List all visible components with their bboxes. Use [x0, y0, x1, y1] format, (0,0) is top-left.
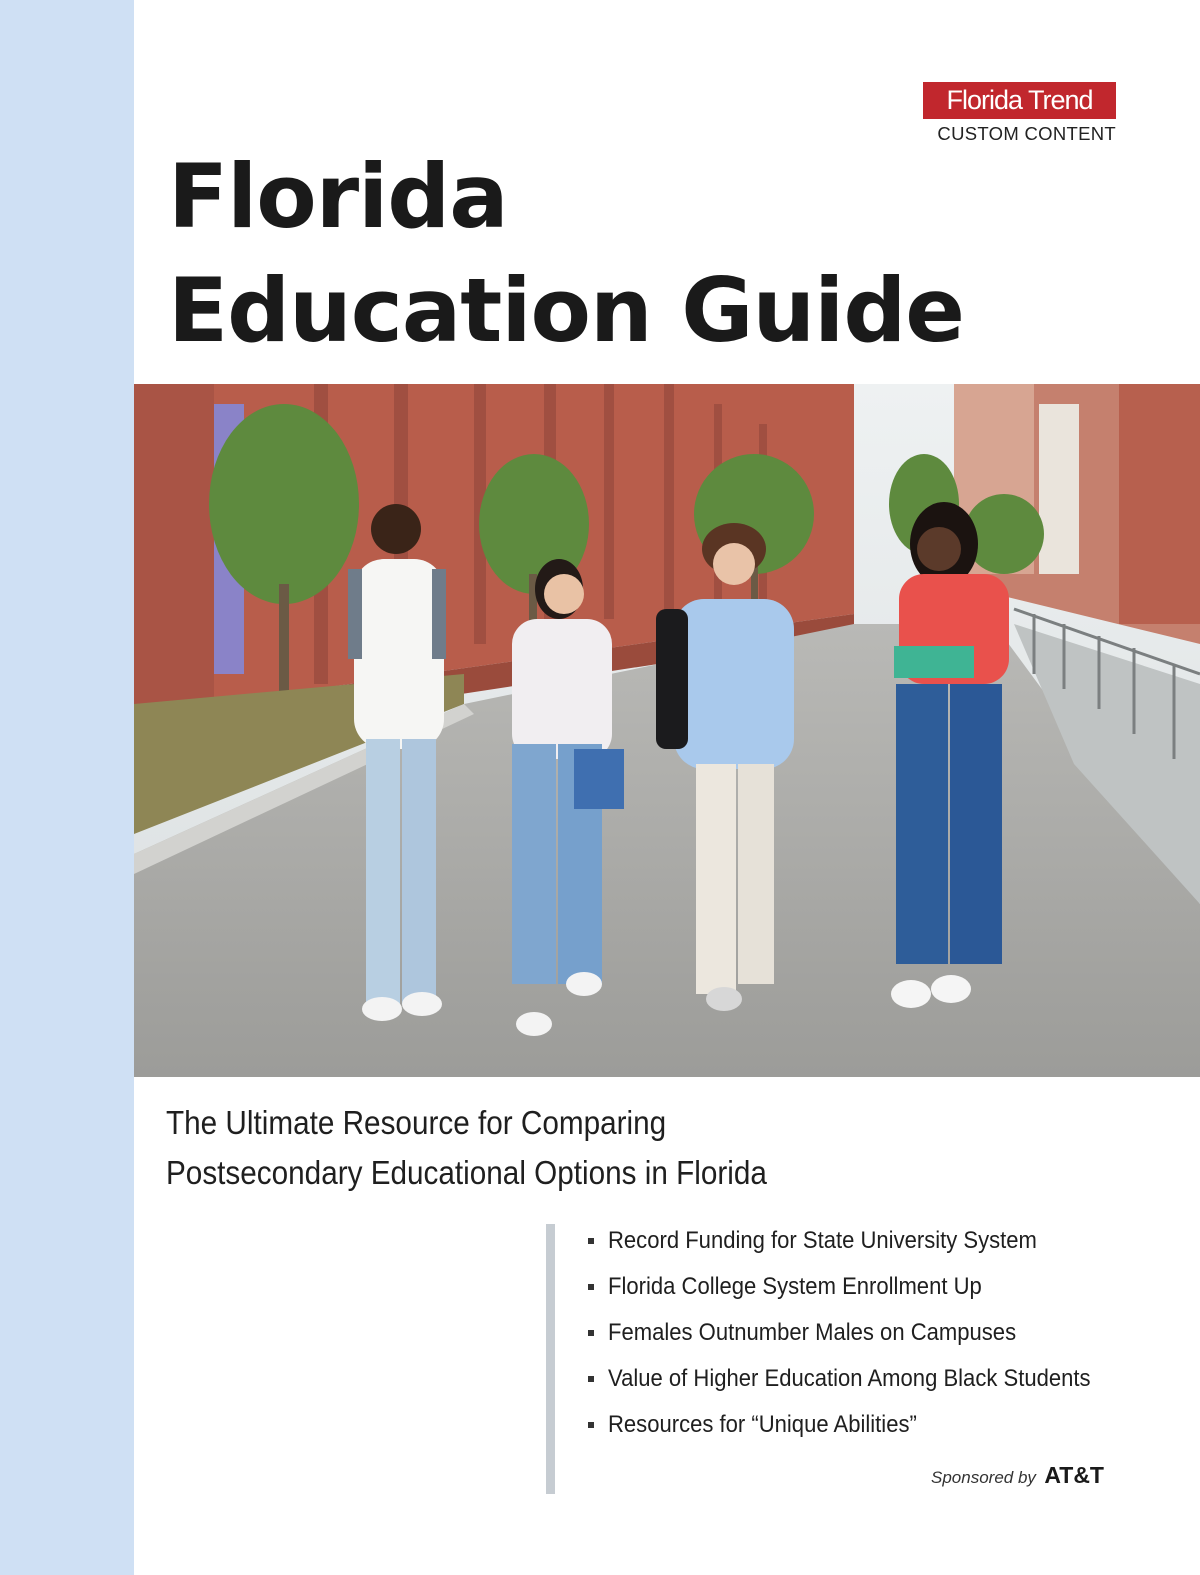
logo-subtitle: CUSTOM CONTENT — [937, 123, 1116, 144]
logo-wordmark: Florida Trend — [923, 82, 1116, 119]
highlight-text: Resources for “Unique Abilities” — [608, 1411, 917, 1438]
highlight-item — [588, 1310, 1144, 1356]
subtitle-line-2: Postsecondary Educational Options in Florida — [166, 1154, 767, 1191]
highlight-item — [588, 1264, 1144, 1310]
highlight-text: Females Outnumber Males on Campuses — [608, 1319, 1017, 1346]
subtitle-line-1: The Ultimate Resource for Comparing — [166, 1104, 667, 1141]
page-title — [168, 140, 964, 368]
subtitle — [166, 1098, 767, 1198]
highlights-list — [588, 1218, 1144, 1448]
title-line-1: Florida — [168, 145, 508, 248]
highlight-text: Value of Higher Education Among Black Students — [608, 1365, 1091, 1392]
bullet-icon — [588, 1422, 594, 1428]
bullet-icon — [588, 1376, 594, 1382]
bullet-icon — [588, 1238, 594, 1244]
highlight-item — [588, 1356, 1144, 1402]
side-stripe — [0, 0, 134, 1575]
hero-photo — [134, 384, 1200, 1077]
highlight-text: Florida College System Enrollment Up — [608, 1273, 982, 1300]
bullet-icon — [588, 1330, 594, 1336]
sponsor-label: Sponsored by — [931, 1468, 1036, 1487]
sponsor-name: AT&T — [1044, 1462, 1104, 1488]
florida-trend-logo — [923, 82, 1116, 145]
highlight-item — [588, 1218, 1144, 1264]
highlight-text: Record Funding for State University System — [608, 1227, 1037, 1254]
sponsor-line — [931, 1462, 1104, 1489]
highlights-divider — [546, 1224, 555, 1494]
bullet-icon — [588, 1284, 594, 1290]
title-line-2: Education Guide — [168, 259, 964, 362]
highlight-item — [588, 1402, 1144, 1448]
